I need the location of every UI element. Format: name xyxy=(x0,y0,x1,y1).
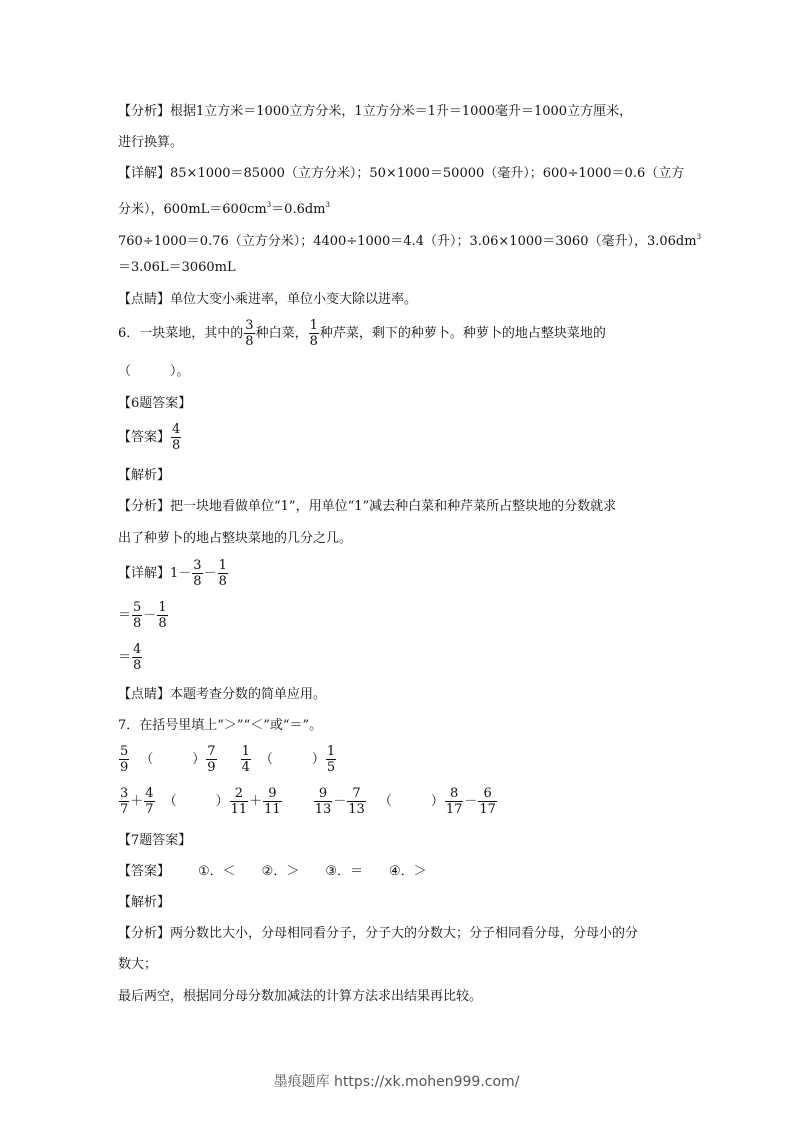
detail-5-line1: 【详解】85×1000＝85000（立方分米）；50×1000＝50000（毫升）；600÷1000＝0.6（立方 xyxy=(118,166,685,181)
detail-6-line1: 【详解】1－ $\frac{3}{8}$ － $\frac{1}{8}$ xyxy=(118,558,227,589)
analysis-7-line1: 【分析】两分数比大小，分母相同看分子，分子大的分数大；分子相同看分母，分母小的分 xyxy=(118,926,639,941)
answer-6-header: 【6题答案】 xyxy=(118,396,192,411)
detail-5-line4: ＝3.06L＝3060mL xyxy=(118,260,236,275)
answer-7: 【答案】 ①．＜ ②．＞ ③．＝ ④．＞ xyxy=(118,864,427,879)
jiexi-6: 【解析】 xyxy=(118,468,171,483)
question-7-stem: 7．在括号里填上“＞”“＜”或“＝”。 xyxy=(118,718,323,733)
detail-6-line3: ＝ $\frac{4}{8}$ xyxy=(118,642,142,673)
answer-6: 【答案】 $\frac{4}{8}$ xyxy=(118,422,181,453)
question-6-blank: （ ）。 xyxy=(118,364,190,379)
analysis-5-line2: 进行换算。 xyxy=(118,135,184,150)
fraction-4-8: $\frac{4}{8}$ xyxy=(172,422,181,453)
analysis-6-line1: 【分析】把一块地看做单位“1”，用单位“1”减去种白菜和种芹菜所占整块地的分数就求 xyxy=(118,499,617,514)
detail-5-line3: 760÷1000＝0.76（立方分米）；4400÷1000＝4.4（升）；3.06×1000＝3060（毫升），$3.06dm^3$ xyxy=(118,233,702,249)
jiexi-7: 【解析】 xyxy=(118,895,171,910)
tip-6: 【点睛】本题考查分数的简单应用。 xyxy=(118,687,327,702)
question-7-row2: $\frac{3}{7}$ ＋ $\frac{4}{7}$ （ ） $\frac{2}{11}$ ＋ $\frac{9}{11}$ $\frac{9}{13}$ － $\frac{7}{13}$ （ ） $\frac{8}{17}$ － $\frac{6}{17}$ xyxy=(120,786,496,817)
analysis-7-line2: 数大； xyxy=(118,957,158,972)
fraction-3-8: $\frac{3}{8}$ xyxy=(245,318,254,349)
question-7-row1: $\frac{5}{9}$ （ ） $\frac{7}{9}$ $\frac{1}{4}$ （ ） $\frac{1}{5}$ xyxy=(120,744,336,775)
analysis-7-line3: 最后两空，根据同分母分数加减法的计算方法求出结果再比较。 xyxy=(118,989,483,1004)
tip-5: 【点睛】单位大变小乘进率，单位小变大除以进率。 xyxy=(118,292,418,307)
fraction-1-8: $\frac{1}{8}$ xyxy=(309,318,318,349)
answer-7-header: 【7题答案】 xyxy=(118,833,192,848)
question-6-stem: 6．一块菜地，其中的 $\frac{3}{8}$ 种白菜， $\frac{1}{8}$ 种芹菜，剩下的种萝卜。种萝卜的地占整块菜地的 xyxy=(118,318,606,349)
analysis-5-line1: 【分析】根据1立方米＝1000立方分米，1立方分米＝1升＝1000毫升＝1000立方厘米， xyxy=(118,104,633,119)
footer-watermark: 墨痕题库 https://xk.mohen999.com/ xyxy=(273,1074,520,1090)
detail-5-line2: 分米），$600mL=600cm^3=0.6dm^3$ xyxy=(118,201,330,217)
analysis-6-line2: 出了种萝卜的地占整块菜地的几分之几。 xyxy=(118,531,353,546)
detail-6-line2: ＝ $\frac{5}{8}$ － $\frac{1}{8}$ xyxy=(118,600,167,631)
